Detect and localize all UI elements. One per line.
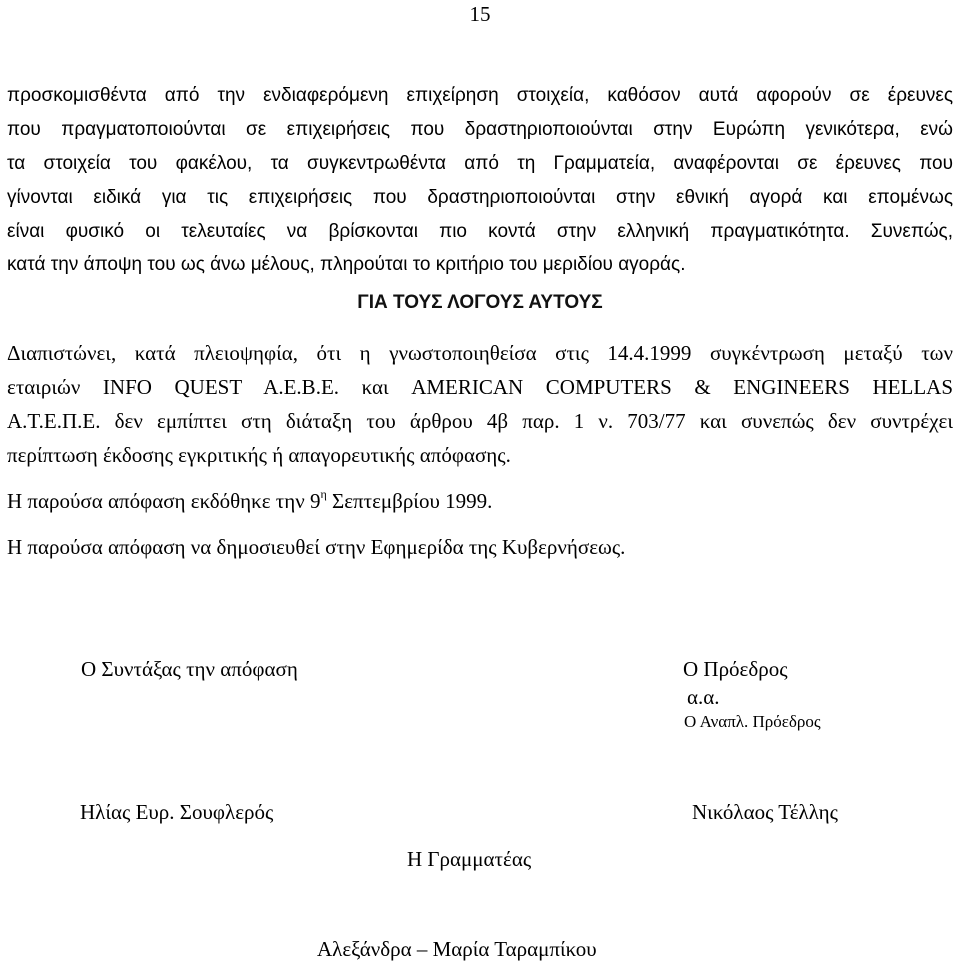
paragraph-line: γίνονται ειδικά για τις επιχειρήσεις που δραστηριοποιούνται στην εθνική αγορά και επομένως: [7, 187, 953, 208]
date-ordinal-superscript: η: [320, 487, 327, 501]
decision-line: εταιριών INFO QUEST A.E.B.E. και AMERICAN COMPUTERS & ENGINEERS HELLAS: [7, 375, 953, 399]
issued-date-line: [7, 489, 492, 513]
secretary-title: Η Γραμματέας: [407, 847, 532, 871]
issued-date-text: Η παρούσα απόφαση εκδόθηκε την 9: [7, 489, 321, 513]
issued-date-month: Σεπτεμβρίου 1999.: [326, 489, 493, 513]
publication-line: Η παρούσα απόφαση να δημοσιευθεί στην Εφημερίδα της Κυβερνήσεως.: [7, 535, 626, 559]
deputy-president-title: Ο Αναπλ. Πρόεδρος: [684, 712, 821, 731]
paragraph-line: τα στοιχεία του φακέλου, τα συγκεντρωθέντα από τη Γραμματεία, αναφέρονται σε έρευνες που: [7, 153, 953, 174]
president-title: Ο Πρόεδρος: [683, 657, 788, 681]
president-name: Νικόλαος Τέλλης: [692, 800, 838, 824]
decision-line: περίπτωση έκδοσης εγκριτικής ή απαγορευτικής απόφασης.: [7, 443, 511, 467]
page-number: 15: [469, 2, 491, 26]
section-heading: ΓΙΑ ΤΟΥΣ ΛΟΓΟΥΣ ΑΥΤΟΥΣ: [357, 292, 603, 313]
on-behalf-label: α.α.: [687, 685, 720, 709]
paragraph-line: που πραγματοποιούνται σε επιχειρήσεις που δραστηριοποιούνται στην Ευρώπη γενικότερα, ενώ: [7, 119, 953, 140]
secretary-name: Αλεξάνδρα – Μαρία Ταραμπίκου: [317, 937, 597, 961]
decision-line: A.T.E.Π.E. δεν εμπίπτει στη διάταξη του άρθρου 4β παρ. 1 ν. 703/77 και συνεπώς δεν συντρέχει: [7, 409, 953, 433]
drafter-title: Ο Συντάξας την απόφαση: [81, 657, 298, 681]
decision-line: Διαπιστώνει, κατά πλειοψηφία, ότι η γνωστοποιηθείσα στις 14.4.1999 συγκέντρωση μεταξύ των: [7, 341, 953, 365]
drafter-name: Ηλίας Ευρ. Σουφλερός: [80, 800, 274, 824]
paragraph-line: είναι φυσικό οι τελευταίες να βρίσκονται πιο κοντά στην ελληνική πραγματικότητα. Συνεπώς,: [7, 221, 953, 242]
paragraph-line: προσκομισθέντα από την ενδιαφερόμενη επιχείρηση στοιχεία, καθόσον αυτά αφορούν σε έρευνες: [7, 85, 953, 106]
paragraph-line: κατά την άποψη του ως άνω μέλους, πληρούται το κριτήριο του μεριδίου αγοράς.: [7, 254, 686, 275]
